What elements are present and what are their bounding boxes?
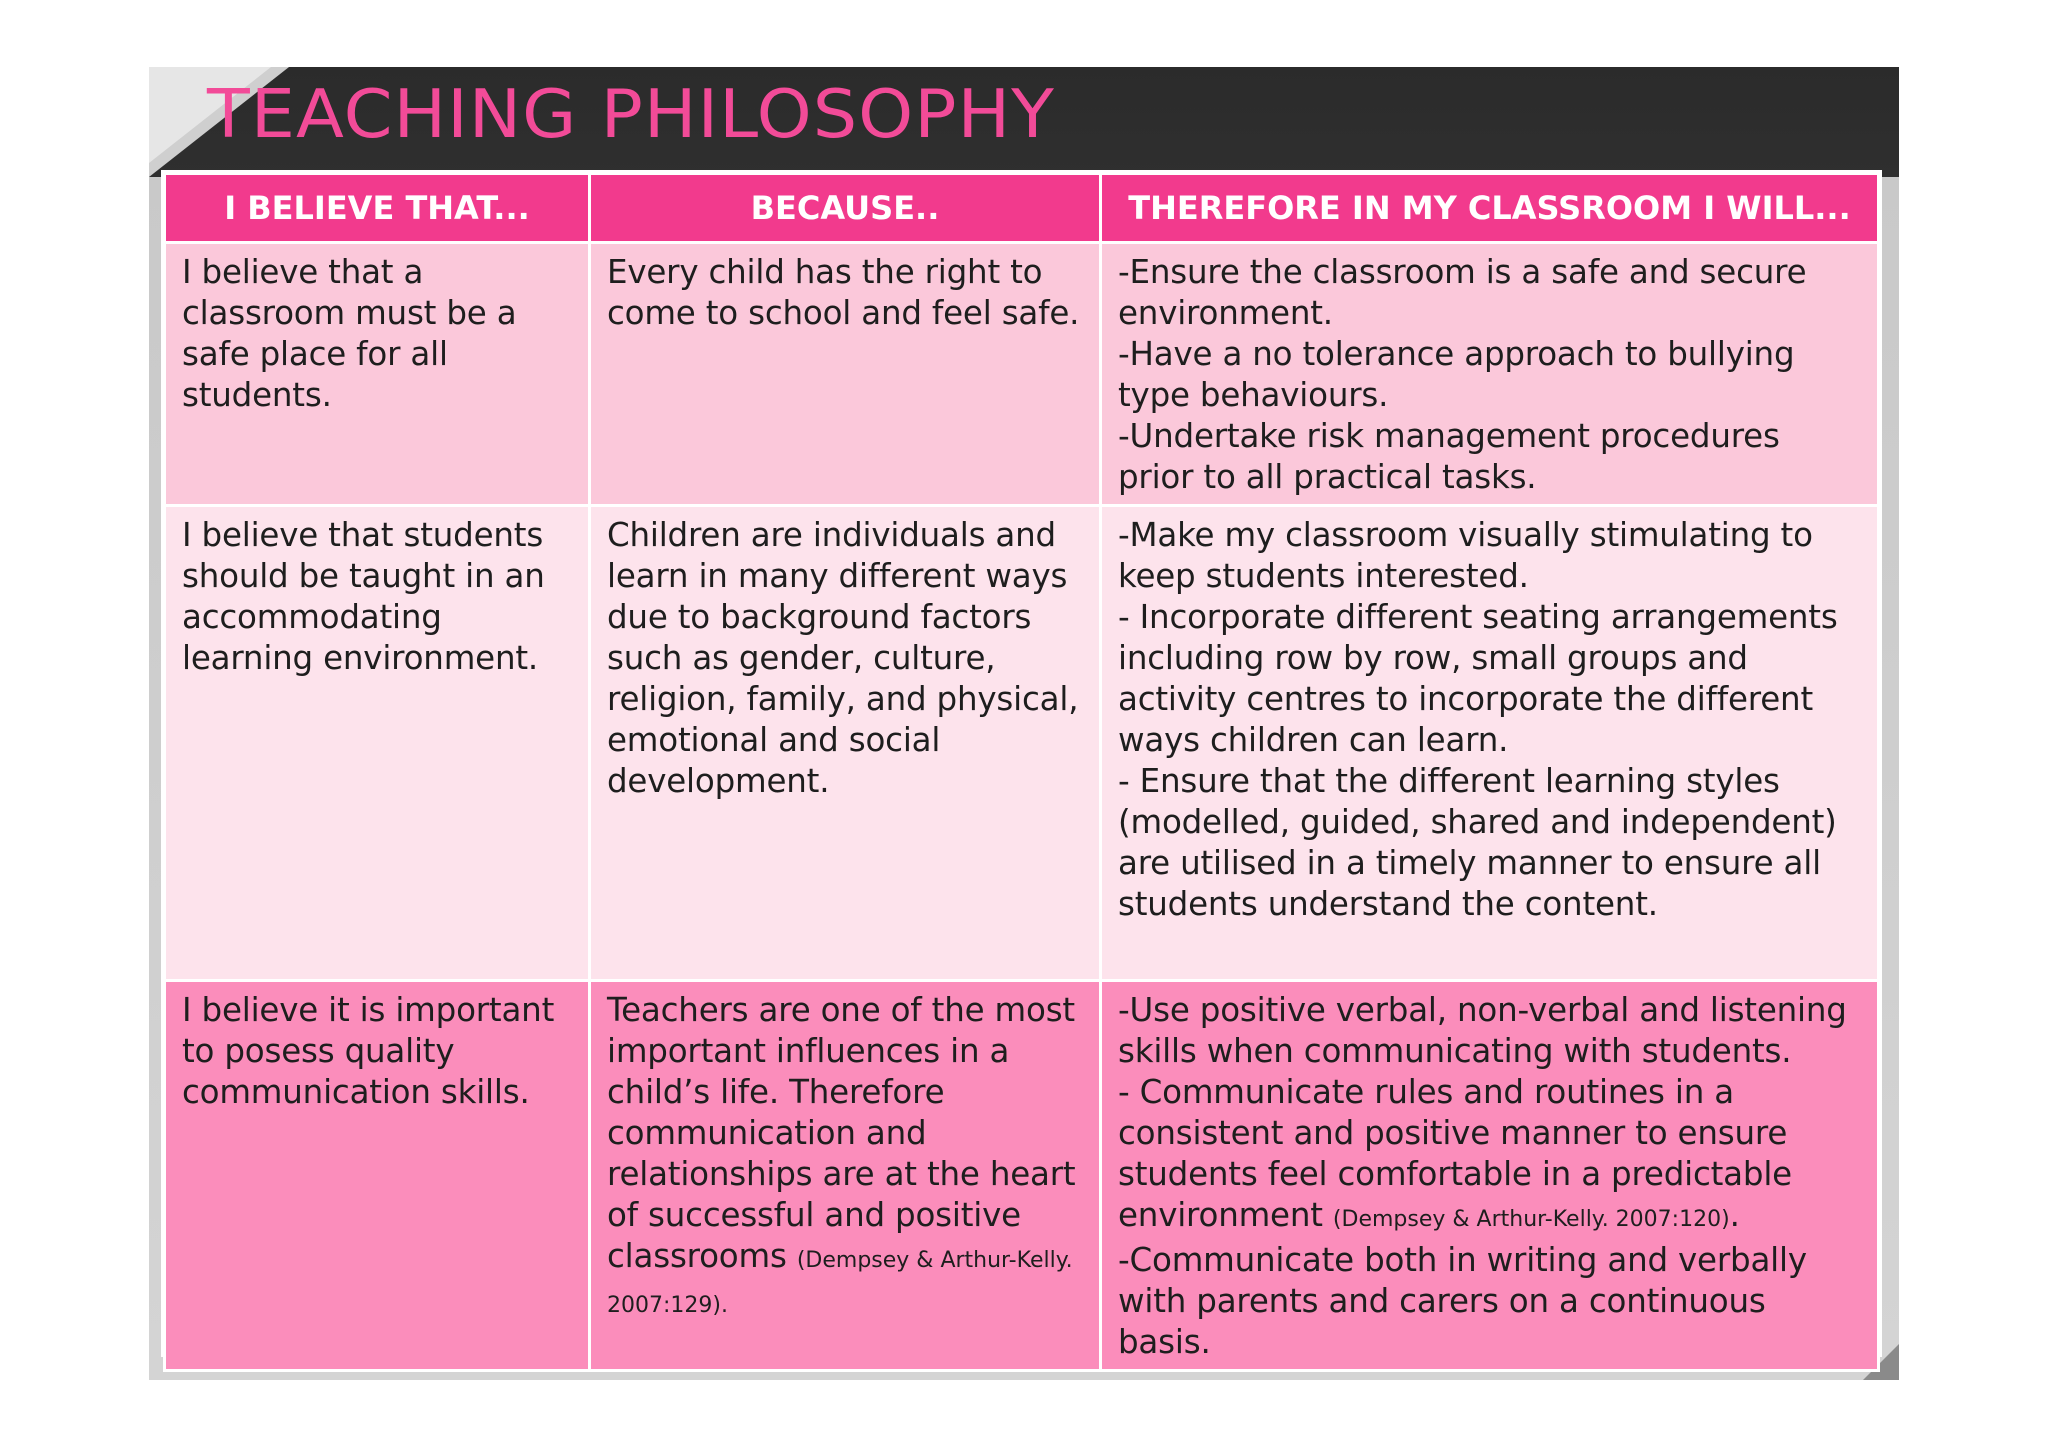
action-item: -Undertake risk management procedures prior to all practical tasks. — [1118, 417, 1780, 496]
action-item: -Have a no tolerance approach to bullying type behaviours. — [1118, 335, 1795, 414]
action-item: -Ensure the classroom is a safe and secure environment. — [1118, 253, 1807, 332]
citation: (Dempsey & Arthur-Kelly. 2007:120) — [1332, 1207, 1730, 1232]
belief-cell: I believe that a classroom must be a safe place for all students. — [165, 243, 590, 506]
citation-suffix: . — [1729, 1196, 1740, 1234]
table-header-row — [165, 174, 1879, 243]
therefore-cell — [1101, 981, 1879, 1371]
therefore-cell — [1101, 243, 1879, 506]
table-row — [165, 506, 1879, 981]
slide — [149, 67, 1899, 1380]
therefore-cell — [1101, 506, 1879, 981]
because-text: Teachers are one of the most important influences in a child’s life. Therefore communication and relationships are at the heart of successful and positive classrooms — [607, 991, 1076, 1275]
column-header-belief: I BELIEVE THAT... — [165, 174, 590, 243]
table-row — [165, 243, 1879, 506]
because-cell: Children are individuals and learn in many different ways due to background factors such as gender, culture, religion, family, and physical, emotional and social development. — [590, 506, 1101, 981]
slide-title: TEACHING PHILOSOPHY — [207, 75, 1055, 153]
column-header-because: BECAUSE.. — [590, 174, 1101, 243]
action-item: - Incorporate different seating arrangements including row by row, small groups and activity centres to incorporate the different ways children can learn. — [1118, 598, 1838, 759]
citation: (Dempsey & Arthur-Kelly. 2007:129). — [607, 1248, 1073, 1318]
belief-cell: I believe that students should be taught in an accommodating learning environment. — [165, 506, 590, 981]
belief-cell: I believe it is important to posess quality communication skills. — [165, 981, 590, 1371]
action-item: - Ensure that the different learning styles (modelled, guided, shared and independent) are utilised in a timely manner to ensure all students understand the content. — [1118, 762, 1837, 923]
because-cell: Every child has the right to come to school and feel safe. — [590, 243, 1101, 506]
action-item: -Communicate both in writing and verbally with parents and carers on a continuous basis. — [1118, 1241, 1807, 1361]
action-item — [1118, 1072, 1863, 1240]
philosophy-table — [163, 172, 1880, 1372]
because-cell — [590, 981, 1101, 1371]
action-item-text: - Communicate rules and routines in a consistent and positive manner to ensure students feel comfortable in a predictable environment — [1118, 1073, 1792, 1234]
philosophy-table-container — [161, 170, 1882, 1361]
table-row — [165, 981, 1879, 1371]
column-header-therefore: THEREFORE IN MY CLASSROOM I WILL... — [1101, 174, 1879, 243]
action-item: -Use positive verbal, non-verbal and listening skills when communicating with students. — [1118, 991, 1847, 1070]
action-item: -Make my classroom visually stimulating to keep students interested. — [1118, 516, 1813, 595]
